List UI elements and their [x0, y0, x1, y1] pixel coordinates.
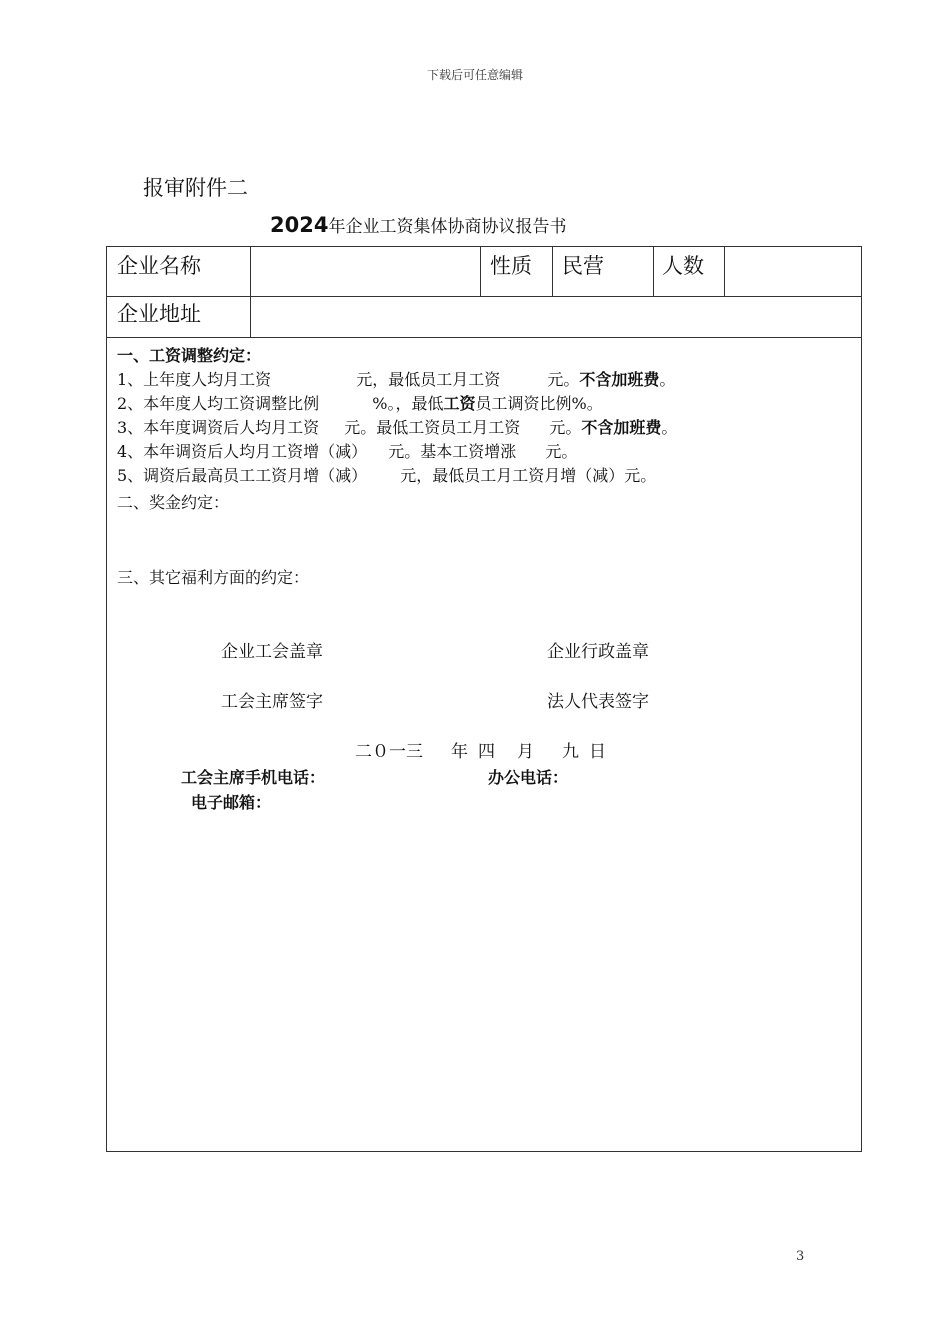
- column-divider: [480, 247, 481, 296]
- date-day: 九: [562, 742, 579, 762]
- bold-note: 工资: [443, 394, 476, 413]
- date-month-unit: 月: [517, 742, 534, 762]
- bold-note: 不含加班费: [581, 418, 662, 437]
- line-text: 元。: [545, 442, 578, 461]
- line-text: 元，最低员工月工资月增（减）元。: [400, 466, 657, 485]
- date-year: 二０一三: [355, 742, 423, 762]
- office-phone-field[interactable]: [577, 763, 707, 785]
- document-title: [270, 212, 566, 237]
- line-text: %。，最低: [372, 394, 444, 413]
- line-text: 元。: [547, 370, 580, 389]
- wage-line-2: [117, 391, 603, 414]
- headcount-label: 人数: [662, 254, 704, 278]
- union-seal-label: 企业工会盖章: [221, 642, 323, 662]
- wage-line-4: [117, 439, 577, 462]
- column-divider: [724, 247, 725, 296]
- chair-phone-field[interactable]: [347, 763, 477, 785]
- attachment-label: 报审附件二: [143, 176, 248, 200]
- nature-value[interactable]: 民营: [562, 254, 604, 278]
- line-text: 员工调资比例%。: [475, 394, 603, 413]
- headcount-field[interactable]: [726, 249, 860, 294]
- date-month: 四: [478, 742, 495, 762]
- welfare-content-area[interactable]: [117, 592, 847, 632]
- date-year-unit: 年: [451, 742, 468, 762]
- line-text: 4、本年调资后人均月工资增（减）: [117, 442, 368, 461]
- wage-line-3: [117, 415, 677, 438]
- row-divider: [107, 337, 861, 338]
- line-text: 元。基本工资增涨: [388, 442, 517, 461]
- bonus-content-area[interactable]: [117, 517, 847, 557]
- row-divider: [107, 296, 861, 297]
- date-line: [355, 737, 606, 762]
- line-text: 5、调资后最高员工工资月增（减）: [117, 466, 368, 485]
- line-text: 元。最低工资员工月工资: [344, 418, 521, 437]
- company-name-label: 企业名称: [117, 254, 201, 278]
- section-welfare-heading: 三、其它福利方面的约定：: [117, 568, 310, 587]
- column-divider: [250, 247, 251, 337]
- line-text: 。: [659, 370, 676, 389]
- title-year: 2024: [270, 213, 329, 237]
- line-text: 元。: [549, 418, 582, 437]
- column-divider: [653, 247, 654, 296]
- nature-label: 性质: [490, 254, 532, 278]
- email-label: 电子邮箱：: [191, 793, 272, 812]
- line-text: 1、上年度人均月工资: [117, 370, 272, 389]
- title-text: 年企业工资集体协商协议报告书: [328, 217, 567, 237]
- company-address-field[interactable]: [252, 298, 860, 335]
- bold-note: 不含加班费: [579, 370, 660, 389]
- line-text: 。: [661, 418, 678, 437]
- page-header-note: 下载后可任意编辑: [426, 68, 523, 82]
- section-bonus-heading: 二、奖金约定：: [117, 493, 230, 512]
- section-wage-heading: 一、工资调整约定：: [117, 346, 262, 365]
- line-text: 元，最低员工月工资: [356, 370, 501, 389]
- line-text: 3、本年度调资后人均月工资: [117, 418, 320, 437]
- report-form: [106, 246, 862, 1152]
- company-name-field[interactable]: [252, 249, 478, 294]
- legal-rep-sign-label: 法人代表签字: [547, 692, 649, 712]
- line-text: 2、本年度人均工资调整比例: [117, 394, 320, 413]
- column-divider: [552, 247, 553, 296]
- email-field[interactable]: [282, 788, 462, 810]
- admin-seal-label: 企业行政盖章: [547, 642, 649, 662]
- page-number: 3: [796, 1249, 805, 1264]
- date-day-unit: 日: [589, 742, 606, 762]
- wage-line-5: [117, 463, 656, 486]
- office-phone-label: 办公电话：: [488, 768, 569, 787]
- chair-phone-label: 工会主席手机电话：: [181, 768, 326, 787]
- wage-line-1: [117, 367, 675, 390]
- union-chair-sign-label: 工会主席签字: [221, 692, 323, 712]
- company-address-label: 企业地址: [117, 302, 201, 326]
